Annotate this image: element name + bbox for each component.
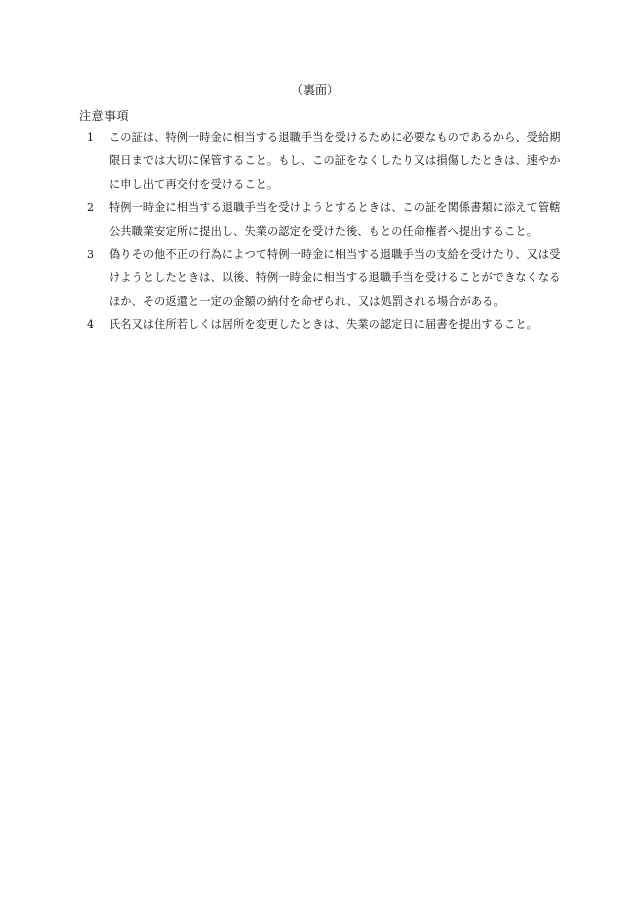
notes-list	[83, 126, 563, 337]
note-number: 3	[87, 248, 95, 262]
note-number: 4	[87, 318, 95, 332]
notes-heading: 注意事項	[79, 109, 130, 123]
note-item	[83, 313, 563, 336]
note-number: 2	[87, 201, 95, 215]
page-side-label: （裏面）	[290, 83, 339, 97]
note-text: 氏名又は住所若しくは居所を変更したときは、失業の認定日に届書を提出すること。	[109, 318, 538, 332]
note-text: 偽りその他不正の行為によつて特例一時金に相当する退職手当の支給を受けたり、又は受けようとしたときは、以後、特例一時金に相当する退職手当を受けることができなくなるほか、その返還と一定の金額の納付を命ぜられ、又は処罰される場合がある。	[109, 248, 561, 308]
note-number: 1	[87, 131, 95, 144]
note-text: 特例一時金に相当する退職手当を受けようとするときは、この証を関係書類に添えて管轄公共職業安定所に提出し、失業の認定を受けた後、もとの任命権者へ提出すること。	[109, 201, 561, 238]
note-item	[83, 196, 563, 243]
note-item	[83, 126, 563, 196]
note-text: この証は、特例一時金に相当する退職手当を受けるために必要なものであるから、受給期限日までは大切に保管すること。もし、この証をなくしたり又は損傷したときは、速やかに申し出て再交付を受けること。	[109, 131, 561, 191]
note-item	[83, 243, 563, 313]
